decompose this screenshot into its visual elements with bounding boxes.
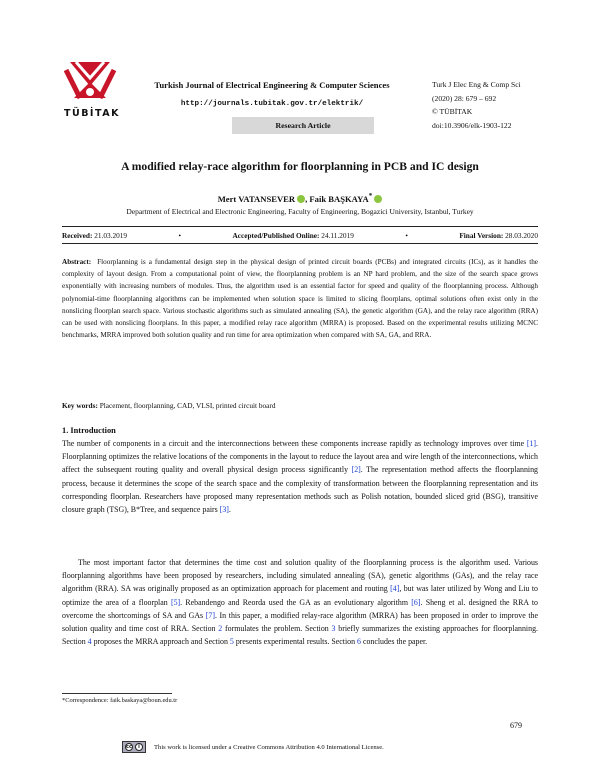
- citation-link[interactable]: [5]: [170, 597, 181, 607]
- divider: [62, 243, 538, 244]
- license-text: This work is licensed under a Creative Commons Attribution 4.0 International License.: [154, 743, 384, 751]
- accepted-date: Accepted/Published Online: 24.11.2019: [232, 231, 354, 240]
- footnote-divider: [62, 693, 172, 694]
- section-link[interactable]: 3: [331, 624, 336, 634]
- affiliation: Department of Electrical and Electronic Engineering, Faculty of Engineering, Bogazici University, Istanbul, Turkey: [126, 207, 474, 216]
- dates-bullet: •: [178, 231, 182, 240]
- tubitak-emblem-icon: [64, 58, 116, 106]
- abstract-label: Abstract:: [62, 258, 92, 266]
- paper-title: A modified relay-race algorithm for floorplanning in PCB and IC design: [121, 160, 479, 173]
- dates-bullet: •: [405, 231, 408, 240]
- orcid-icon[interactable]: [297, 195, 305, 203]
- correspondence-footnote: *Correspondence: faik.baskaya@boun.edu.tr: [62, 697, 178, 704]
- citation-copyright: © TÜBİTAK: [432, 107, 473, 116]
- citation-volume: (2020) 28: 679 – 692: [432, 93, 497, 103]
- article-type-badge: Research Article: [232, 117, 374, 134]
- citation-link[interactable]: [7]: [205, 610, 215, 620]
- page-number: 679: [510, 721, 522, 730]
- author-2: Faik BAŞKAYA: [309, 193, 369, 204]
- keywords: [62, 401, 538, 410]
- citation-link[interactable]: [6]: [411, 597, 421, 607]
- citation-journal: Turk J Elec Eng & Comp Sci: [432, 80, 521, 89]
- abstract-text: Floorplanning is a fundamental design step in the physical design of printed circuit boards (PCBs) and integrated circuits (ICs), as it handles the complexity of layout design. From a computational point of view, the floorplanning problem is an NP hard problem, and the size of the search space grows exponentially with increasing numbers of modules. Thus, the algorithm used is an essential factor for speed and quality of the floorplanning process. Although polynomial-time floorplanning algorithms can be implemented when solution space is limited to slicing floorplans, optimal solutions often exist only in the nonslicing floorplan search space. Various stochastic algorithms such as simulated annealing (SA), the genetic algorithm (GA), and the relay race algorithm (RRA) can be used with nonslicing floorplans. In this paper, a modified relay race algorithm (MRRA) is proposed. Based on the experimental results utilizing MCNC benchmarks, MRRA improved both solution quality and run time for area optimization when compared with SA, GA, and RRA.: [62, 258, 538, 340]
- section-heading: 1. Introduction: [62, 426, 116, 435]
- author-separator: ,: [305, 193, 310, 204]
- keywords-label: Key words:: [62, 401, 98, 410]
- citation-doi[interactable]: doi:10.3906/elk-1903-122: [432, 120, 512, 130]
- section-link[interactable]: 2: [218, 624, 223, 634]
- abstract: [62, 256, 538, 341]
- dates-row: [62, 231, 538, 240]
- by-icon: i: [135, 743, 143, 751]
- divider: [62, 226, 538, 227]
- author-1: Mert VATANSEVER: [217, 193, 296, 204]
- citation-link[interactable]: [4]: [390, 584, 400, 594]
- journal-url[interactable]: http://journals.tubitak.gov.tr/elektrik/: [180, 100, 364, 108]
- license-row: [122, 741, 384, 753]
- logo-wordmark: TÜBİTAK: [64, 108, 120, 119]
- citation-link[interactable]: [2]: [351, 465, 361, 475]
- final-date: Final Version: 28.03.2020: [459, 231, 538, 240]
- keywords-text: Placement, floorplanning, CAD, VLSI, printed circuit board: [99, 401, 276, 410]
- section-link[interactable]: 6: [357, 637, 361, 647]
- section-link[interactable]: 5: [229, 637, 234, 647]
- section-link[interactable]: 4: [87, 637, 92, 647]
- citation-link[interactable]: [3]: [219, 505, 229, 515]
- intro-paragraph-1: The number of components in a circuit and the interconnections between these components increase rapidly as technology improves over time [1]. Floorplanning optimizes the relative locations of the components in the layout to reduce the layout area and wire length of the interconnections, which affect the subsequent routing quality and overall physical design process significantly [2]. The representation method affects the floorplanning process, because it determines the scope of the search space and the complexity of transformation between the floorplanning representation and its corresponding floorplan. Researchers have proposed many representation methods such as Polish notation, bounded sliced grid (BSG), transitive closure graph (TSG), B*Tree, and sequence pairs [3].: [62, 439, 538, 515]
- citation-block: [432, 78, 521, 132]
- intro-paragraph-2: The most important factor that determines the time cost and solution quality of the floorplanning process is the algorithm used. Various floorplanning algorithms have been proposed by researchers, including simulated annealing (SA), genetic algorithms (GAs), and the relay race algorithm (RRA). SA was originally proposed as an optimization approach for placement and routing [4], but was later utilized by Wong and Liu to optimize the area of a floorplan [5]. Rebandengo and Reorda used the GA as an evolutionary algorithm [6]. Sheng et al. designed the RRA to overcome the shortcomings of SA and GAs [7]. In this paper, a modified relay-race algorithm (MRRA) has been proposed in order to improve the solution quality and time cost of RRA. Section 2 formulates the problem. Section 3 briefly summarizes the existing approaches for floorplanning. Section 4 proposes the MRRA approach and Section 5 presents experimental results. Section 6 concludes the paper.: [62, 558, 538, 647]
- cc-icon: cc: [126, 744, 132, 750]
- author-list: [0, 192, 600, 204]
- citation-link[interactable]: [1]: [526, 439, 537, 448]
- cc-by-badge[interactable]: [122, 741, 146, 753]
- corresponding-mark: *: [368, 192, 373, 200]
- orcid-icon[interactable]: [374, 195, 382, 203]
- received-date: Received: 21.03.2019: [62, 231, 128, 240]
- journal-name: Turkish Journal of Electrical Engineering & Computer Sciences: [154, 80, 390, 90]
- tubitak-logo: [64, 58, 120, 119]
